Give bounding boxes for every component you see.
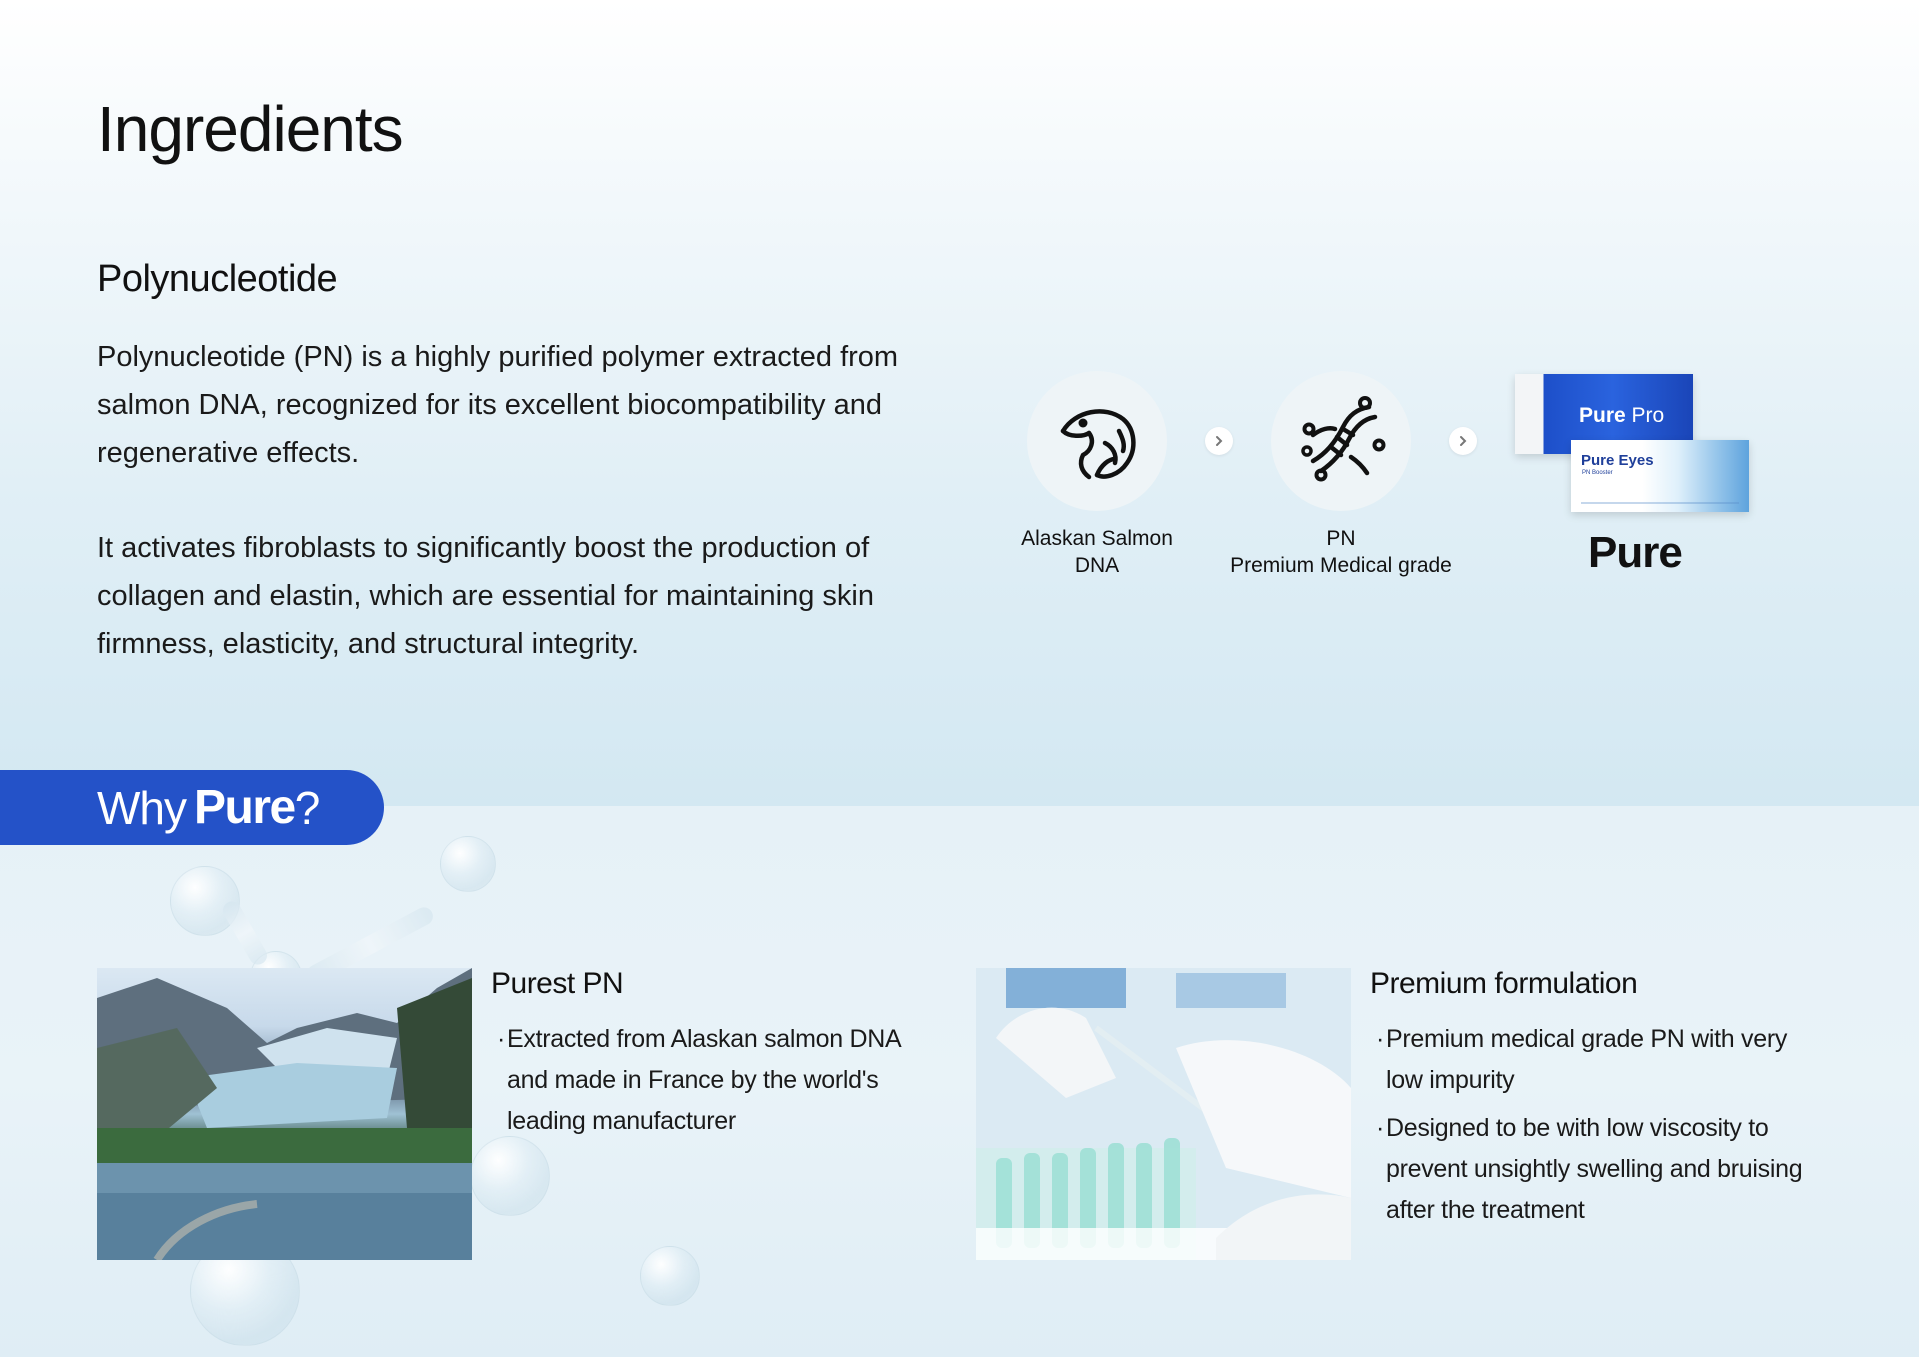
step-label-salmon	[997, 525, 1197, 579]
why-prefix: Why	[97, 781, 186, 834]
chevron-right-icon	[1456, 434, 1470, 448]
chevron-right-icon	[1212, 434, 1226, 448]
product-box-label: Pure Eyes	[1581, 452, 1654, 469]
step-label-line: Alaskan Salmon	[1021, 527, 1173, 550]
step-label-line: PN	[1326, 527, 1356, 550]
dna-circle	[1271, 371, 1411, 511]
feature-title: Purest PN	[491, 967, 624, 1000]
feature-item-text: Extracted from Alaskan salmon DNA and made in France by the world's leading manufacturer	[507, 1025, 901, 1135]
why-suffix: ?	[294, 781, 321, 834]
molecule-bubble	[440, 836, 496, 892]
feature-item-text: Designed to be with low viscosity to prevent unsightly swelling and bruising after the treatment	[1386, 1114, 1803, 1224]
why-pure-banner	[0, 770, 384, 845]
arrow-connector	[1205, 427, 1233, 455]
ingredient-title: Polynucleotide	[97, 258, 338, 300]
product-box-label: Pure Pro	[1579, 404, 1665, 427]
feature-item-text: Premium medical grade PN with very low impurity	[1386, 1025, 1788, 1094]
lab-pipette-photo	[976, 968, 1351, 1260]
molecule-bubble	[640, 1246, 700, 1306]
feature-item	[1376, 1108, 1806, 1231]
ingredient-benefits: It activates fibroblasts to significantly boost the production of collagen and elastin, which are essential for maintaining skin firmness, elasticity, and structural integrity.	[97, 532, 874, 660]
bullet-dot: ·	[1376, 1114, 1385, 1142]
ingredient-description: Polynucleotide (PN) is a highly purified polymer extracted from salmon DNA, recognized for its excellent biocompatibility and regenerative effects.	[97, 341, 899, 469]
dna-icon	[1291, 391, 1391, 491]
salmon-icon	[1049, 393, 1145, 489]
lab-scene	[976, 968, 1351, 1260]
molecule-bubble	[470, 1136, 550, 1216]
step-label-line: Premium Medical grade	[1230, 554, 1452, 577]
brand-logo: Pure	[1588, 528, 1682, 577]
molecule-bond	[220, 898, 271, 968]
page-title: Ingredients	[97, 93, 403, 165]
step-label-pn	[1210, 525, 1472, 579]
feature-item	[497, 1019, 927, 1142]
bullet-dot: ·	[1376, 1025, 1385, 1053]
product-box-divider	[1581, 502, 1739, 504]
bullet-dot: ·	[497, 1025, 506, 1053]
product-box-pure-eyes	[1571, 440, 1749, 512]
salmon-circle	[1027, 371, 1167, 511]
arrow-connector	[1449, 427, 1477, 455]
feature-item	[1376, 1019, 1806, 1101]
alaska-glacier-photo	[97, 968, 472, 1260]
feature-title: Premium formulation	[1370, 967, 1638, 1000]
why-brand: Pure	[194, 781, 295, 834]
product-box-sublabel: PN Booster	[1582, 470, 1613, 476]
alaska-scene	[97, 968, 472, 1260]
step-label-line: DNA	[1074, 554, 1120, 577]
